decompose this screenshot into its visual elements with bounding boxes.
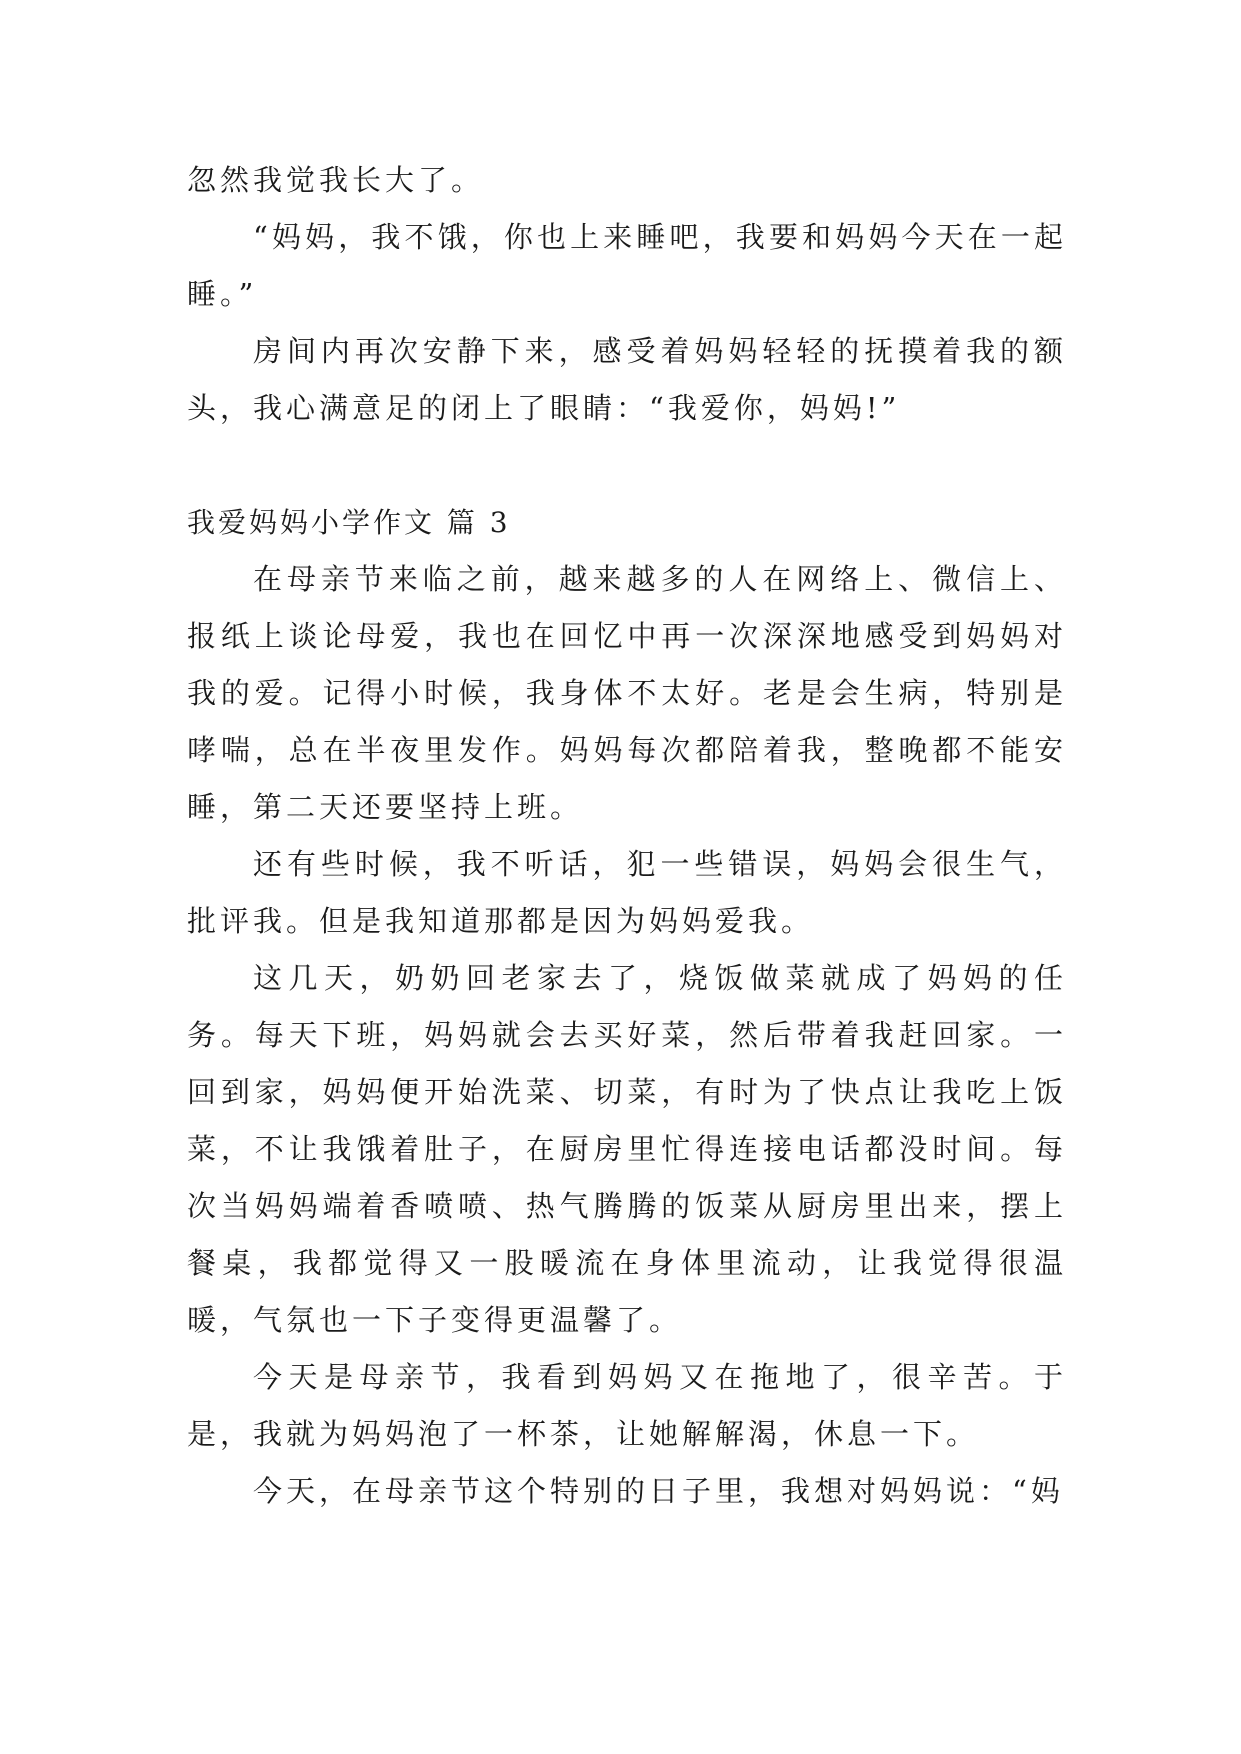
paragraph-ending: 房间内再次安静下来，感受着妈妈轻轻的抚摸着我的额头，我心满意足的闭上了眼睛：“我爱你，妈妈!” <box>187 334 1067 425</box>
paragraph: 今天，在母亲节这个特别的日子里，我想对妈妈说：“妈 <box>253 1474 1064 1508</box>
paragraph: 在母亲节来临之前，越来越多的人在网络上、微信上、报纸上谈论母爱，我也在回忆中再一次深深地感受到妈妈对我的爱。记得小时候，我身体不太好。老是会生病，特别是哮喘，总在半夜里发作。妈妈每次都陪着我，整晚都不能安睡，第二天还要坚持上班。 <box>187 562 1067 824</box>
section-heading: 我爱妈妈小学作文 篇 3 <box>187 506 511 539</box>
paragraph: 这几天，奶奶回老家去了，烧饭做菜就成了妈妈的任务。每天下班，妈妈就会去买好菜，然后带着我赶回家。一回到家，妈妈便开始洗菜、切菜，有时为了快点让我吃上饭菜，不让我饿着肚子，在厨房里忙得连接电话都没时间。每次当妈妈端着香喷喷、热气腾腾的饭菜从厨房里出来，摆上餐桌，我都觉得又一股暖流在身体里流动，让我觉得很温暖，气氛也一下子变得更温馨了。 <box>187 961 1067 1337</box>
paragraph: 今天是母亲节，我看到妈妈又在拖地了，很辛苦。于是，我就为妈妈泡了一杯茶，让她解解渴，休息一下。 <box>187 1360 1067 1451</box>
paragraph: 还有些时候，我不听话，犯一些错误，妈妈会很生气，批评我。但是我知道那都是因为妈妈爱我。 <box>187 847 1067 938</box>
paragraph-dialogue: “妈妈，我不饿，你也上来睡吧，我要和妈妈今天在一起睡。” <box>187 220 1067 311</box>
document-body <box>187 152 1067 1520</box>
paragraph-continued: 忽然我觉我长大了。 <box>187 163 485 197</box>
